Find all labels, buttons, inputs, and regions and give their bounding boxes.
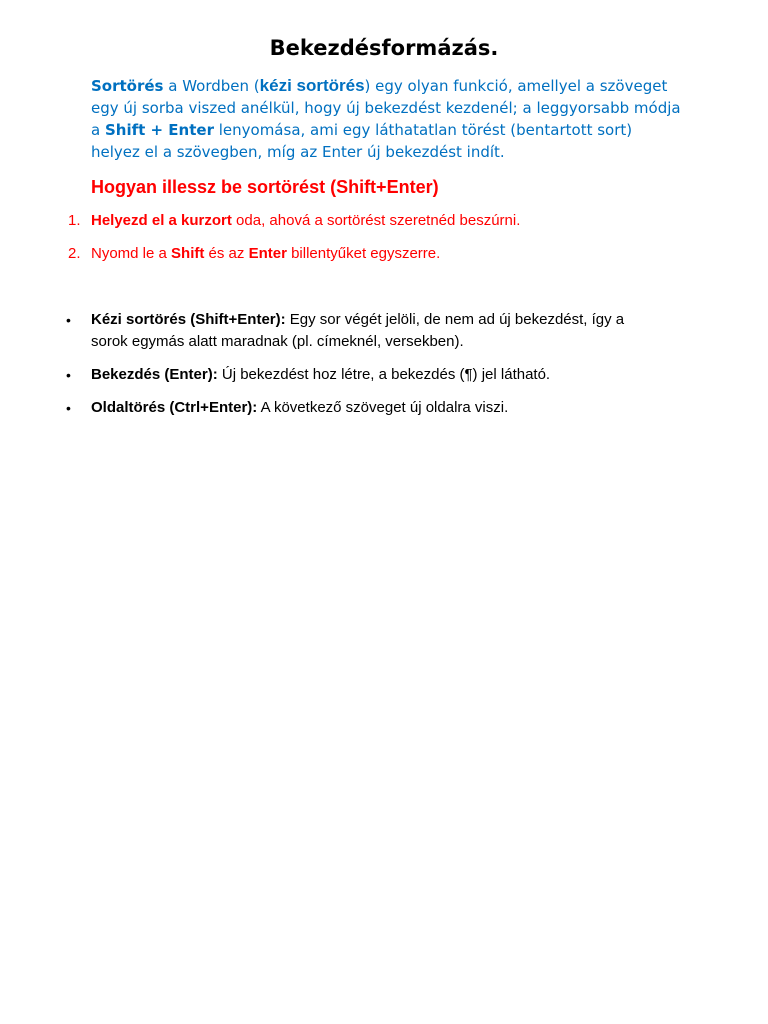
bullet-label: Kézi sortörés (Shift+Enter): — [91, 311, 286, 328]
intro-text-2: ) egy olyan funkció, amellyel a szöveget egy új sorba viszed anélkül, hogy új bekezdést kezdenél; a leggyorsabb módja a — [91, 77, 681, 139]
step-bold: Enter — [248, 245, 287, 262]
bullet-label: Oldaltörés (Ctrl+Enter): — [91, 399, 258, 416]
step-plain: oda, ahová a sortörést szeretnéd beszúrni. — [231, 212, 521, 229]
step-plain: billentyűket egyszerre. — [286, 245, 441, 262]
intro-term-manual: kézi sortörés — [259, 76, 365, 95]
document-title: Bekezdésformázás. — [269, 36, 499, 60]
step-bold: Helyezd el a kurzort — [91, 212, 232, 229]
bullet-desc: A következő szöveget új oldalra viszi. — [257, 399, 509, 416]
bullet-text — [91, 364, 651, 386]
bullet-label: Bekezdés (Enter): — [91, 366, 218, 383]
intro-text-3: lenyomása, ami egy láthatatlan törést (bentartott sort) helyez el a szövegben, míg az Enter új bekezdést indít. — [91, 121, 633, 161]
intro-text-1: a Wordben ( — [163, 77, 260, 95]
section-heading: Hogyan illessz be sortörést (Shift+Enter) — [91, 177, 439, 197]
bullet-desc: Egy sor végét jelöli, de nem ad új bekezdést, így a sorok egymás alatt maradnak (pl. címeknél, versekben). — [91, 311, 625, 350]
step-text — [91, 243, 671, 265]
bullet-icon: • — [66, 312, 71, 328]
bullet-text — [91, 397, 651, 419]
intro-shortcut: Shift + Enter — [104, 121, 214, 139]
step-number: 2. — [68, 245, 81, 262]
bullet-text — [91, 309, 651, 353]
intro-paragraph — [91, 75, 681, 163]
step-bold: Shift — [171, 245, 205, 262]
bullet-icon: • — [66, 367, 71, 383]
step-plain: Nyomd le a — [91, 245, 172, 262]
bullet-desc: Új bekezdést hoz létre, a bekezdés (¶) jel látható. — [217, 366, 551, 383]
step-number: 1. — [68, 212, 81, 229]
step-text — [91, 210, 671, 232]
intro-term: Sortörés — [91, 77, 164, 95]
bullet-icon: • — [66, 400, 71, 416]
step-plain: és az — [204, 245, 249, 262]
